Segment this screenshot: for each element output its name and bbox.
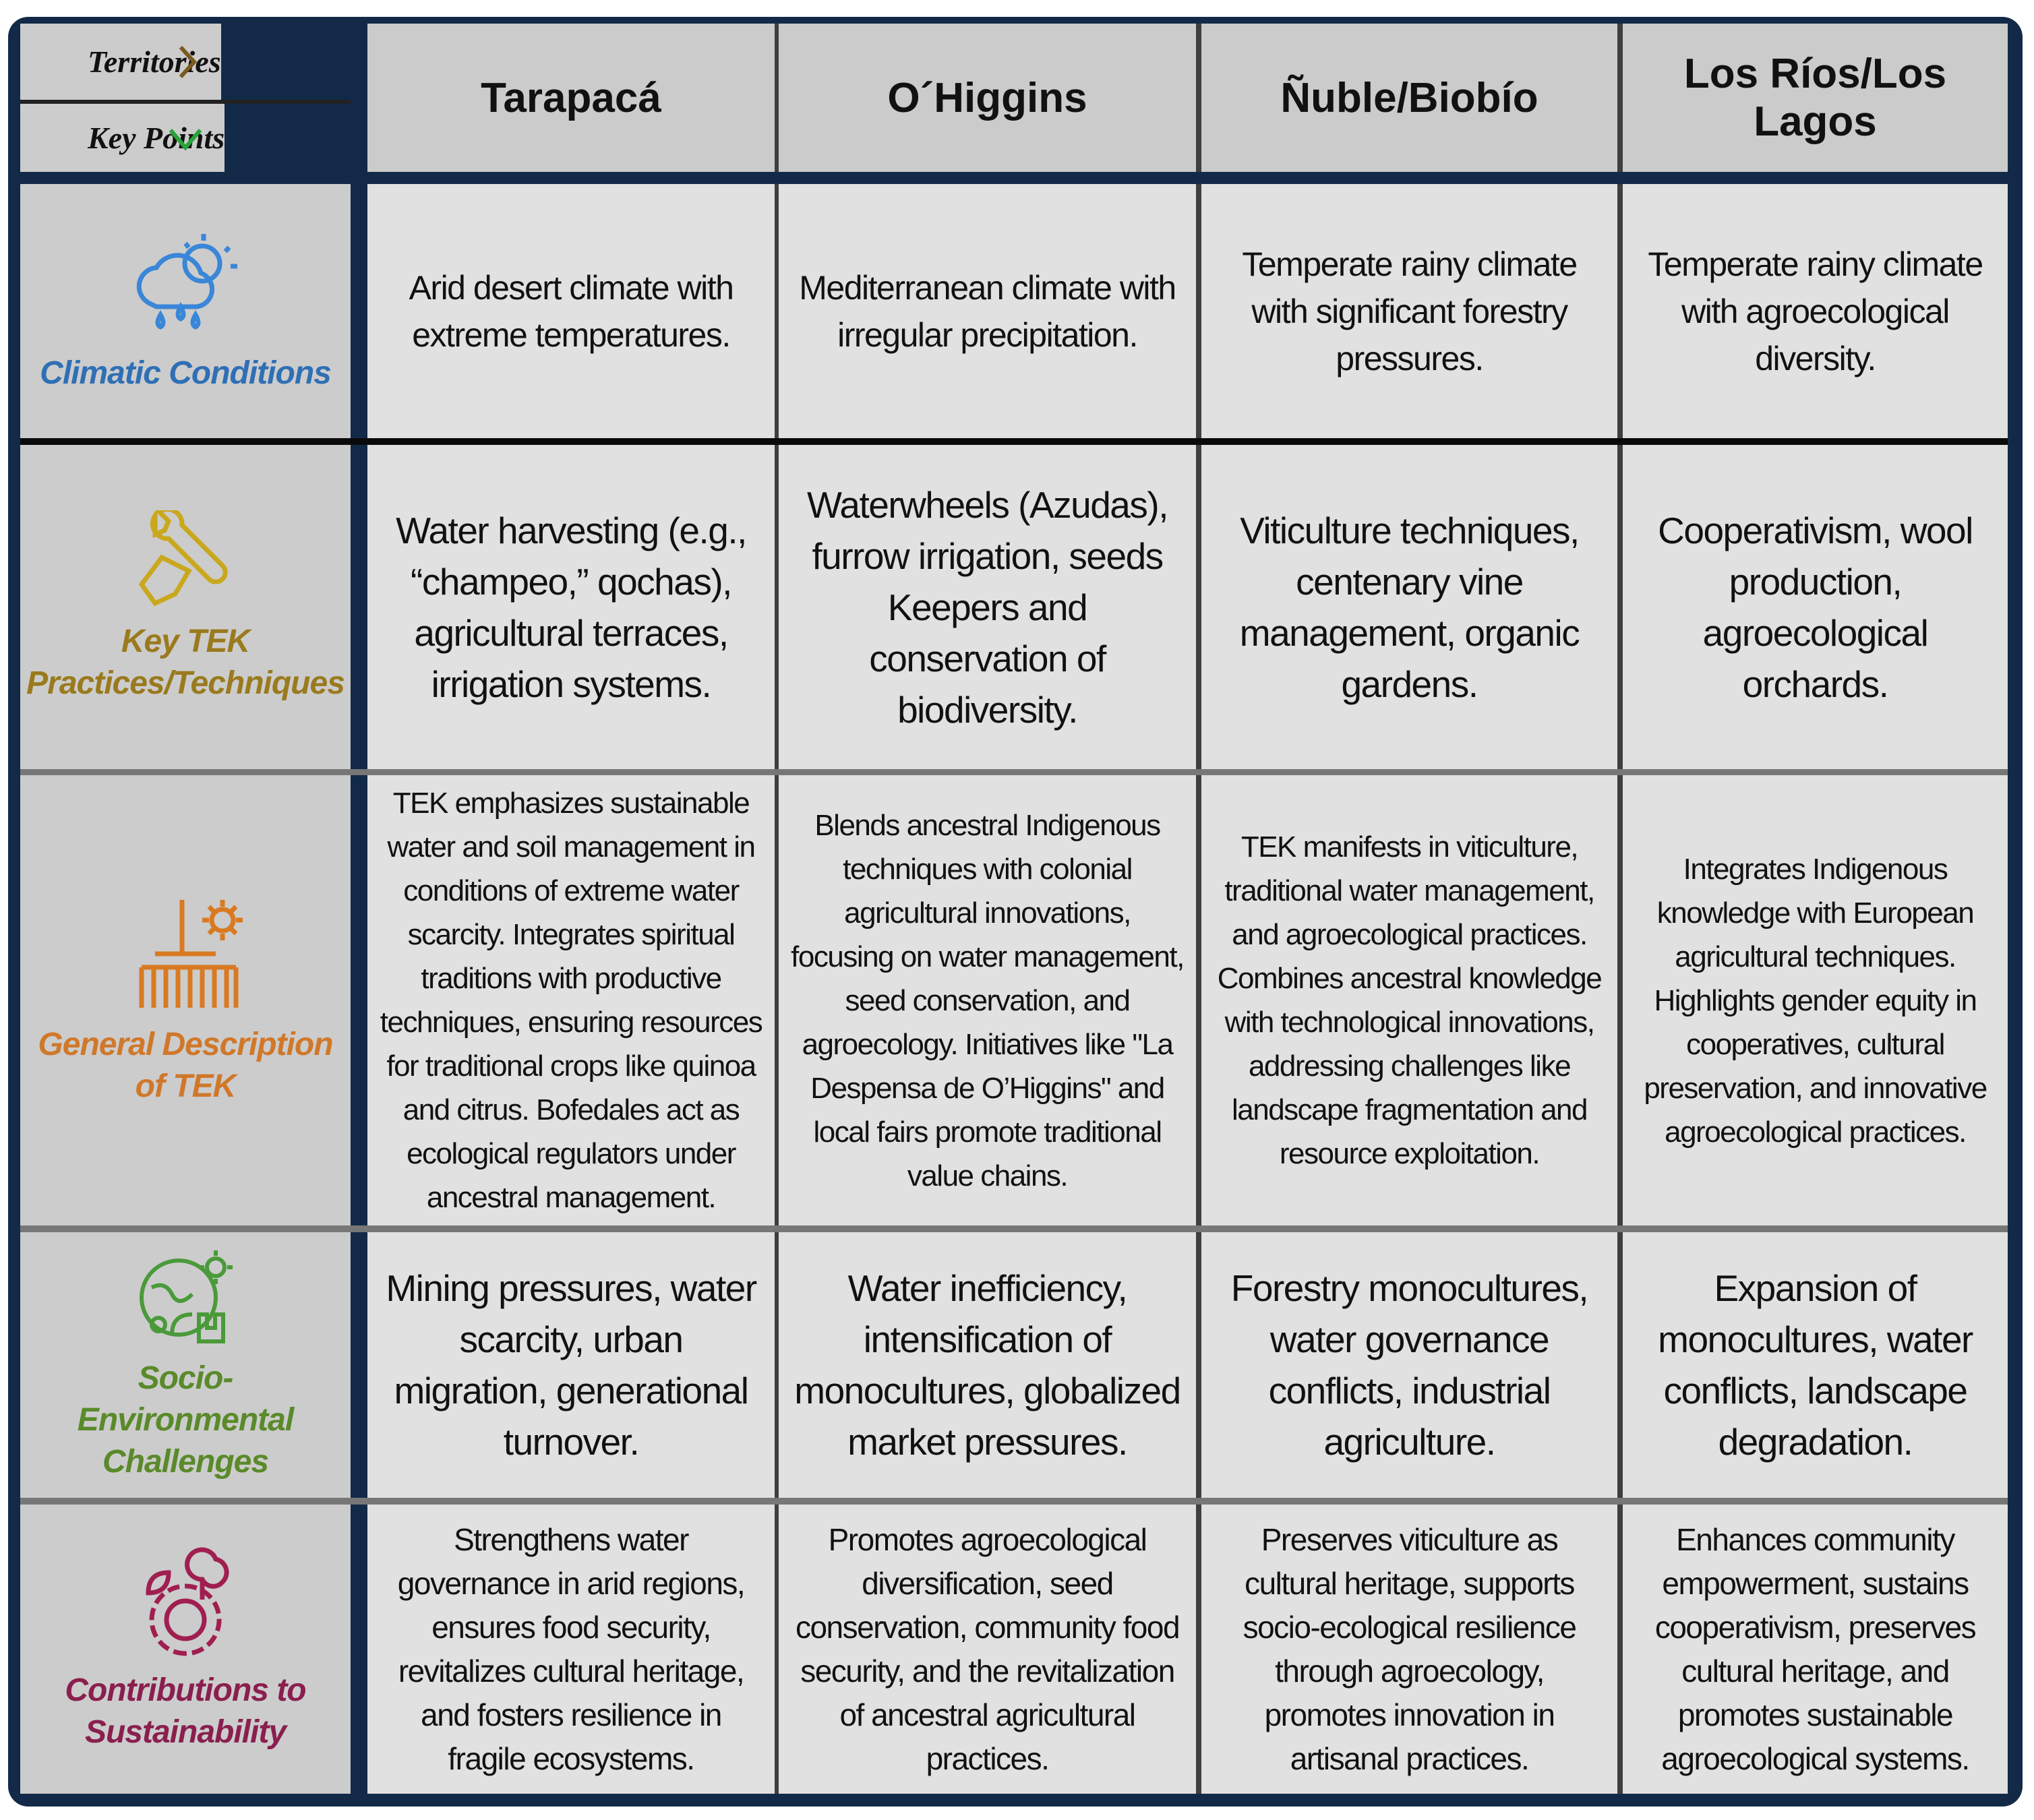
territories-header bbox=[20, 24, 221, 100]
row-divider bbox=[20, 1498, 2008, 1505]
column-header-nuble-biobio: Ñuble/Biobío bbox=[1201, 24, 1617, 172]
cell-practices-ohiggins: Waterwheels (Azudas), furrow irrigation, seeds Keepers and conservation of biodiversity. bbox=[779, 445, 1196, 769]
row-label-key-tek-practices bbox=[20, 445, 351, 769]
row-divider bbox=[20, 769, 2008, 775]
cell-practices-los-rios: Cooperativism, wool production, agroecological orchards. bbox=[1623, 445, 2008, 769]
row-label-text: Socio-Environmental Challenges bbox=[77, 1360, 294, 1480]
cell-challenges-ohiggins: Water inefficiency, intensification of monocultures, globalized market pressures. bbox=[779, 1232, 1196, 1498]
row-label-text: Key TEK Practices/Techniques bbox=[26, 623, 345, 701]
cell-description-ohiggins: Blends ancestral Indigenous techniques with colonial agricultural innovations, focusing on water management, seed conservation, and agroecology. Initiatives like "La Despensa de O’Higgins" and local fairs promote traditional value chains. bbox=[779, 775, 1196, 1225]
row-label-socio-environmental bbox=[20, 1232, 351, 1498]
chevron-down-icon bbox=[167, 125, 204, 152]
cell-contributions-ohiggins: Promotes agroecological diversification, seed conservation, community food security, and the revitalization of ancestral agricultural practices. bbox=[779, 1505, 1196, 1794]
cell-description-tarapaca: TEK emphasizes sustainable water and soil management in conditions of extreme water scarcity. Integrates spiritual traditions with productive techniques, ensuring resources for traditional crops like quinoa and citrus. Bofedales act as ecological regulators under ancestral management. bbox=[367, 775, 775, 1225]
gear-tree-icon bbox=[128, 1546, 243, 1660]
cell-practices-nuble: Viticulture techniques, centenary vine management, organic gardens. bbox=[1201, 445, 1617, 769]
cell-contributions-tarapaca: Strengthens water governance in arid regions, ensures food security, revitalizes cultural heritage, and fosters resilience in fragile ecosystems. bbox=[367, 1505, 775, 1794]
cell-challenges-tarapaca: Mining pressures, water scarcity, urban migration, generational turnover. bbox=[367, 1232, 775, 1498]
cell-description-los-rios: Integrates Indigenous knowledge with European agricultural techniques. Highlights gender equity in cooperatives, cultural preservation, and innovative agroecological practices. bbox=[1623, 775, 2008, 1225]
cell-description-nuble: TEK manifests in viticulture, traditional water management, and agroecological practices. Combines ancestral knowledge with technological innovations, addressing challenges like landscape fragmentation and resource exploitation. bbox=[1201, 775, 1617, 1225]
cell-climate-tarapaca: Arid desert climate with extreme temperatures. bbox=[367, 184, 775, 438]
cloud-rain-sun-icon bbox=[121, 229, 249, 343]
cell-challenges-los-rios: Expansion of monocultures, water conflicts, landscape degradation. bbox=[1623, 1232, 2008, 1498]
column-header-ohiggins: O´Higgins bbox=[779, 24, 1196, 172]
header-divider bbox=[20, 172, 2008, 184]
row-label-text: General Description of TEK bbox=[38, 1027, 333, 1104]
key-points-label: Key Points bbox=[88, 121, 225, 155]
hand-wrench-icon bbox=[135, 510, 236, 611]
column-header-los-rios-los-lagos: Los Ríos/Los Lagos bbox=[1623, 24, 2008, 172]
row-divider bbox=[20, 1225, 2008, 1232]
cell-challenges-nuble: Forestry monocultures, water governance conflicts, industrial agriculture. bbox=[1201, 1232, 1617, 1498]
cell-contributions-los-rios: Enhances community empowerment, sustains cooperativism, preserves cultural heritage, and promotes sustainable agroecological systems. bbox=[1623, 1505, 2008, 1794]
cell-climate-nuble: Temperate rainy climate with significant forestry pressures. bbox=[1201, 184, 1617, 438]
row-label-general-description bbox=[20, 775, 351, 1225]
row-divider bbox=[20, 438, 2008, 445]
rake-sun-icon bbox=[121, 893, 249, 1014]
row-label-text: Climatic Conditions bbox=[40, 355, 331, 391]
row-label-climatic-conditions bbox=[20, 184, 351, 438]
row-label-text: Contributions to Sustainability bbox=[65, 1672, 306, 1750]
chevron-right-icon bbox=[174, 43, 201, 81]
cell-climate-los-rios: Temperate rainy climate with agroecological diversity. bbox=[1623, 184, 2008, 438]
globe-factory-icon bbox=[131, 1247, 239, 1348]
cell-climate-ohiggins: Mediterranean climate with irregular precipitation. bbox=[779, 184, 1196, 438]
cell-contributions-nuble: Preserves viticulture as cultural heritage, supports socio-ecological resilience through agroecology, promotes innovation in artisanal practices. bbox=[1201, 1505, 1617, 1794]
key-points-header bbox=[20, 104, 225, 172]
cell-practices-tarapaca: Water harvesting (e.g., “champeo,” qochas), agricultural terraces, irrigation systems. bbox=[367, 445, 775, 769]
row-label-contributions bbox=[20, 1505, 351, 1794]
column-header-tarapaca: Tarapacá bbox=[367, 24, 775, 172]
territories-label: Territories bbox=[88, 44, 221, 79]
